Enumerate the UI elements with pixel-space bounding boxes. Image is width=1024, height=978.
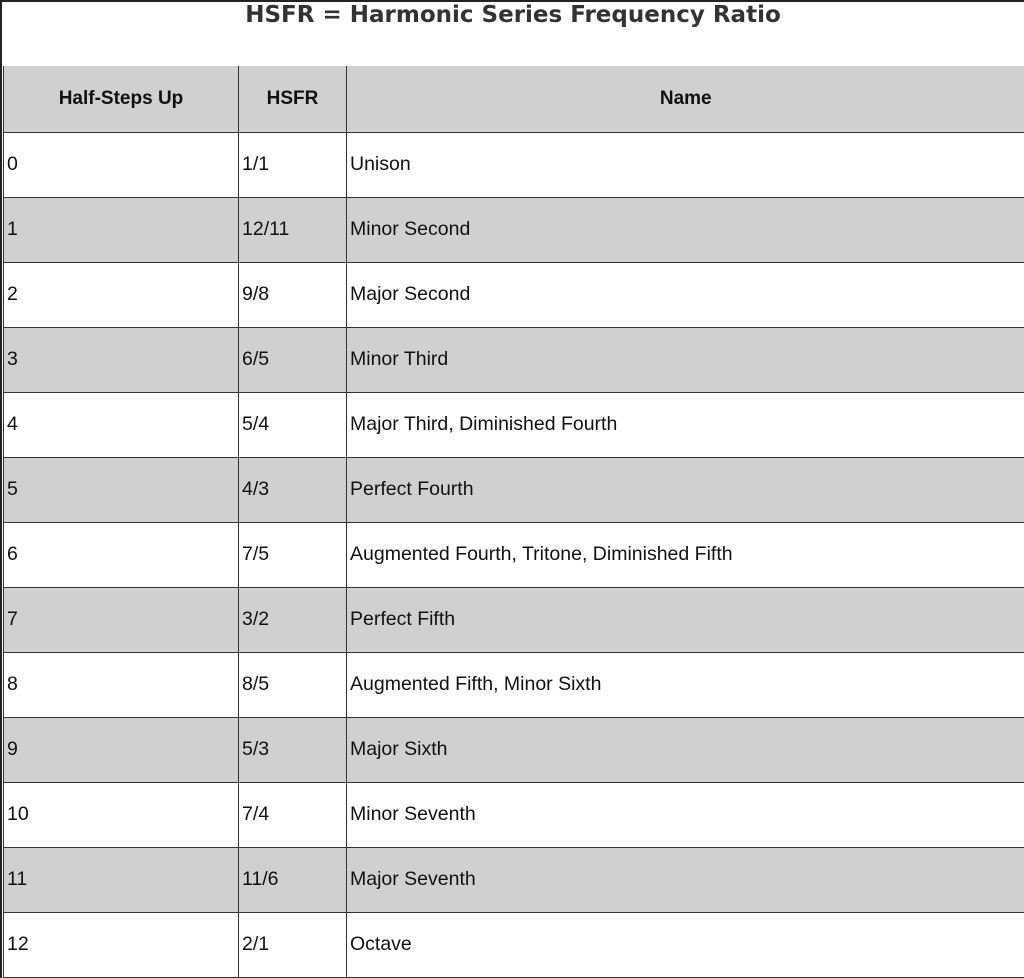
cell-name: Augmented Fourth, Tritone, Diminished Fifth [347, 522, 1024, 587]
header-name: Name [347, 66, 1024, 132]
cell-hsfr: 7/4 [239, 782, 347, 847]
table-row [4, 132, 1024, 197]
page-title: HSFR = Harmonic Series Frequency Ratio [245, 2, 781, 28]
cell-name: Major Sixth [347, 717, 1024, 782]
cell-name: Perfect Fourth [347, 457, 1024, 522]
cell-name: Perfect Fifth [347, 587, 1024, 652]
table-row [4, 197, 1024, 262]
cell-name: Major Third, Diminished Fourth [347, 392, 1024, 457]
cell-hsfr: 3/2 [239, 587, 347, 652]
cell-hsfr: 1/1 [239, 132, 347, 197]
cell-name: Octave [347, 912, 1024, 977]
table-row [4, 262, 1024, 327]
cell-hsfr: 7/5 [239, 522, 347, 587]
cell-steps: 6 [4, 522, 239, 587]
cell-name: Minor Second [347, 197, 1024, 262]
table-row [4, 587, 1024, 652]
table-row [4, 392, 1024, 457]
table-header-row [4, 66, 1024, 132]
header-half-steps-up: Half-Steps Up [4, 66, 239, 132]
cell-hsfr: 11/6 [239, 847, 347, 912]
cell-hsfr: 8/5 [239, 652, 347, 717]
table-row [4, 847, 1024, 912]
cell-steps: 12 [4, 912, 239, 977]
cell-steps: 2 [4, 262, 239, 327]
cell-hsfr: 6/5 [239, 327, 347, 392]
cell-steps: 5 [4, 457, 239, 522]
table-row [4, 327, 1024, 392]
cell-hsfr: 2/1 [239, 912, 347, 977]
cell-hsfr: 5/4 [239, 392, 347, 457]
cell-steps: 11 [4, 847, 239, 912]
cell-name: Unison [347, 132, 1024, 197]
cell-steps: 10 [4, 782, 239, 847]
cell-hsfr: 12/11 [239, 197, 347, 262]
cell-steps: 3 [4, 327, 239, 392]
cell-steps: 1 [4, 197, 239, 262]
table-row [4, 457, 1024, 522]
cell-name: Major Second [347, 262, 1024, 327]
cell-name: Minor Third [347, 327, 1024, 392]
cell-hsfr: 5/3 [239, 717, 347, 782]
table-row [4, 782, 1024, 847]
cell-name: Minor Seventh [347, 782, 1024, 847]
interval-table [3, 66, 1024, 978]
table-row [4, 522, 1024, 587]
cell-name: Major Seventh [347, 847, 1024, 912]
cell-steps: 8 [4, 652, 239, 717]
cell-hsfr: 9/8 [239, 262, 347, 327]
cell-hsfr: 4/3 [239, 457, 347, 522]
cell-steps: 4 [4, 392, 239, 457]
table-row [4, 717, 1024, 782]
cell-steps: 7 [4, 587, 239, 652]
cell-name: Augmented Fifth, Minor Sixth [347, 652, 1024, 717]
cell-steps: 0 [4, 132, 239, 197]
table-row [4, 652, 1024, 717]
cell-steps: 9 [4, 717, 239, 782]
table-row [4, 912, 1024, 977]
header-hsfr: HSFR [239, 66, 347, 132]
